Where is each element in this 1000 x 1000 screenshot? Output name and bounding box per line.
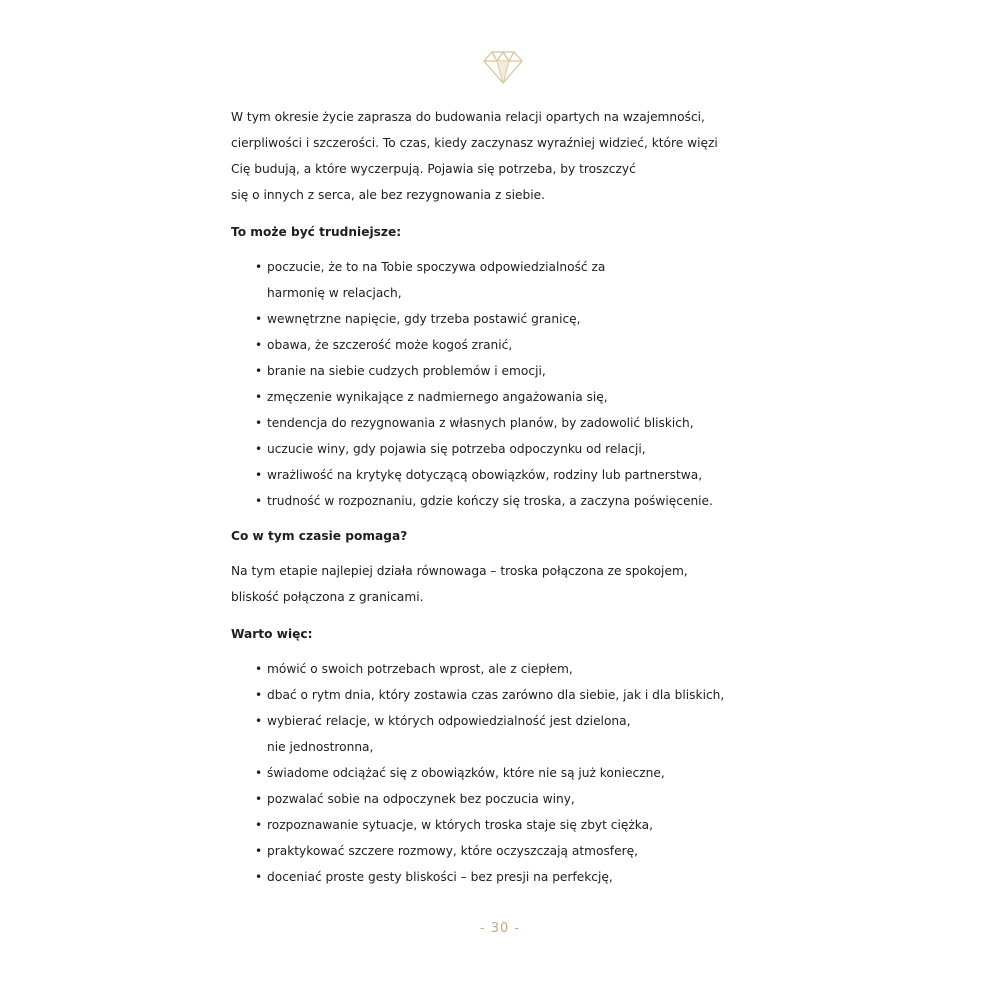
list-item-text: nie jednostronna, <box>267 740 374 754</box>
bullet: • <box>255 442 263 456</box>
list-item-text: rozpoznawanie sytuacje, w których troska staje się zbyt ciężka, <box>267 818 653 832</box>
intro-line: W tym okresie życie zaprasza do budowania relacji opartych na wzajemności, <box>231 110 705 124</box>
list-item <box>255 656 791 682</box>
bullet: • <box>255 390 263 404</box>
intro-line: cierpliwości i szczerości. To czas, kiedy zaczynasz wyraźniej widzieć, które więzi <box>231 136 718 150</box>
list-item <box>255 812 791 838</box>
bullet: • <box>255 792 263 806</box>
bullet: • <box>255 714 263 728</box>
worth-heading: Warto więc: <box>231 627 313 641</box>
list-item <box>255 786 791 812</box>
list-item <box>255 332 791 358</box>
bullet: • <box>255 818 263 832</box>
list-item-text: świadome odciążać się z obowiązków, które nie są już konieczne, <box>267 766 665 780</box>
list-item-text: uczucie winy, gdy pojawia się potrzeba odpoczynku od relacji, <box>267 442 646 456</box>
list-item <box>255 864 791 890</box>
list-item-text: doceniać proste gesty bliskości – bez presji na perfekcję, <box>267 870 613 884</box>
list-item-text: trudność w rozpoznaniu, gdzie kończy się troska, a zaczyna poświęcenie. <box>267 494 713 508</box>
bullet: • <box>255 312 263 326</box>
bullet: • <box>255 844 263 858</box>
intro-paragraph <box>231 104 791 208</box>
list-item-text: mówić o swoich potrzebach wprost, ale z ciepłem, <box>267 662 573 676</box>
list-item-text: obawa, że szczerość może kogoś zranić, <box>267 338 513 352</box>
list-item-text: tendencja do rezygnowania z własnych planów, by zadowolić bliskich, <box>267 416 694 430</box>
worth-list <box>231 656 791 890</box>
list-item-text: harmonię w relacjach, <box>267 286 402 300</box>
page-number: - 30 - <box>479 921 521 936</box>
bullet: • <box>255 364 263 378</box>
bullet: • <box>255 662 263 676</box>
list-item <box>255 358 791 384</box>
list-item <box>255 682 791 708</box>
bullet: • <box>255 766 263 780</box>
list-item <box>255 436 791 462</box>
list-item-text: wrażliwość na krytykę dotyczącą obowiązków, rodziny lub partnerstwa, <box>267 468 703 482</box>
bullet: • <box>255 688 263 702</box>
list-item-text: praktykować szczere rozmowy, które oczyszczają atmosferę, <box>267 844 638 858</box>
intro-line: się o innych z serca, ale bez rezygnowania z siebie. <box>231 188 545 202</box>
helps-line: bliskość połączona z granicami. <box>231 590 424 604</box>
helps-paragraph <box>231 558 791 610</box>
list-item <box>255 462 791 488</box>
list-item-text: branie na siebie cudzych problemów i emocji, <box>267 364 546 378</box>
bullet: • <box>255 468 263 482</box>
page-content <box>231 104 791 899</box>
difficulties-heading: To może być trudniejsze: <box>231 225 402 239</box>
bullet: • <box>255 416 263 430</box>
difficulties-list <box>231 254 791 514</box>
bullet: • <box>255 338 263 352</box>
bullet: • <box>255 494 263 508</box>
list-item <box>255 708 791 760</box>
list-item <box>255 838 791 864</box>
list-item-text: wewnętrzne napięcie, gdy trzeba postawić granicę, <box>267 312 581 326</box>
list-item <box>255 760 791 786</box>
list-item-text: wybierać relacje, w których odpowiedzialność jest dzielona, <box>267 714 631 728</box>
bullet: • <box>255 870 263 884</box>
list-item-text: pozwalać sobie na odpoczynek bez poczucia winy, <box>267 792 575 806</box>
list-item-text: dbać o rytm dnia, który zostawia czas zarówno dla siebie, jak i dla bliskich, <box>267 688 725 702</box>
helps-heading: Co w tym czasie pomaga? <box>231 529 408 543</box>
list-item <box>255 410 791 436</box>
intro-line: Cię budują, a które wyczerpują. Pojawia się potrzeba, by troszczyć <box>231 162 636 176</box>
list-item <box>255 384 791 410</box>
list-item <box>255 254 791 306</box>
bullet: • <box>255 260 263 274</box>
list-item <box>255 488 791 514</box>
helps-line: Na tym etapie najlepiej działa równowaga – troska połączona ze spokojem, <box>231 564 688 578</box>
diamond-icon <box>482 49 524 85</box>
list-item <box>255 306 791 332</box>
list-item-text: poczucie, że to na Tobie spoczywa odpowiedzialność za <box>267 260 606 274</box>
list-item-text: zmęczenie wynikające z nadmiernego angażowania się, <box>267 390 608 404</box>
